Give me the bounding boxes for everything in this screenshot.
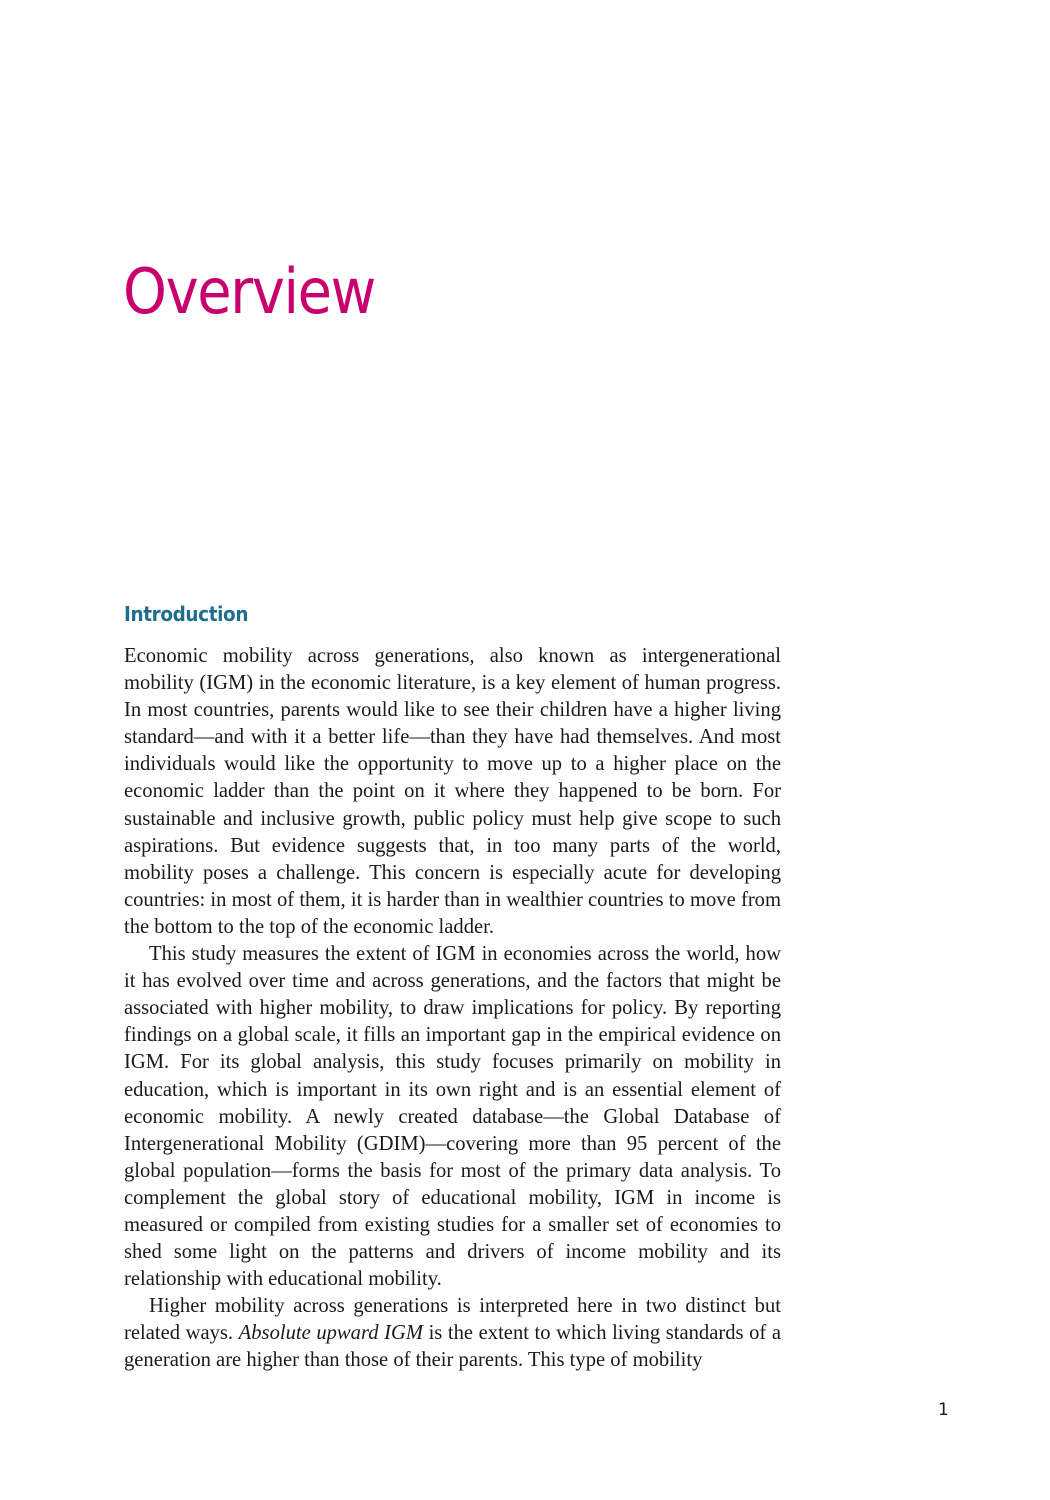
- paragraph-1: Economic mobility across generations, also known as intergenerational mobility (IGM) in the economic literature, is a key element of human progress. In most countries, parents would like to see their children have a higher living standard—and with it a better life—than they have had themselves. And most individuals would like the opportunity to move up to a higher place on the economic ladder than the point on it where they happened to be born. For sustainable and inclusive growth, public policy must help give scope to such aspirations. But evidence suggests that, in too many parts of the world, mobility poses a challenge. This concern is especially acute for developing countries: in most of them, it is harder than in wealthier countries to move from the bottom to the top of the economic ladder.: [124, 645, 781, 938]
- paragraph-3-tail: is the extent to which living standards of a generation are higher than those of their parents. This type of mobility: [124, 1322, 781, 1372]
- body-text: [124, 643, 781, 1375]
- paragraph-3: [124, 1293, 781, 1374]
- paragraph-2: This study measures the extent of IGM in economies across the world, how it has evolved over time and across generations, and the factors that might be associated with higher mobility, to draw implications for policy. By reporting findings on a global scale, it fills an important gap in the empirical evidence on IGM. For its global analysis, this study focuses primarily on mobility in education, which is important in its own right and is an essential element of economic mobility. A newly created database—the Global Database of Intergenerational Mobility (GDIM)—covering more than 95 percent of the global population—forms the basis for most of the primary data analysis. To complement the global story of educational mobility, IGM in income is measured or compiled from existing studies for a smaller set of economies to shed some light on the patterns and drivers of income mobility and its relationship with educational mobility.: [124, 943, 781, 1291]
- chapter-title: Overview: [123, 255, 375, 328]
- page-number: 1: [938, 1400, 949, 1420]
- paragraph-3-lead: Higher mobility across generations is interpreted here in two distinct but related ways.: [124, 1295, 781, 1345]
- term-absolute-upward-igm: Absolute upward IGM: [238, 1322, 423, 1345]
- section-heading-introduction: Introduction: [124, 602, 249, 626]
